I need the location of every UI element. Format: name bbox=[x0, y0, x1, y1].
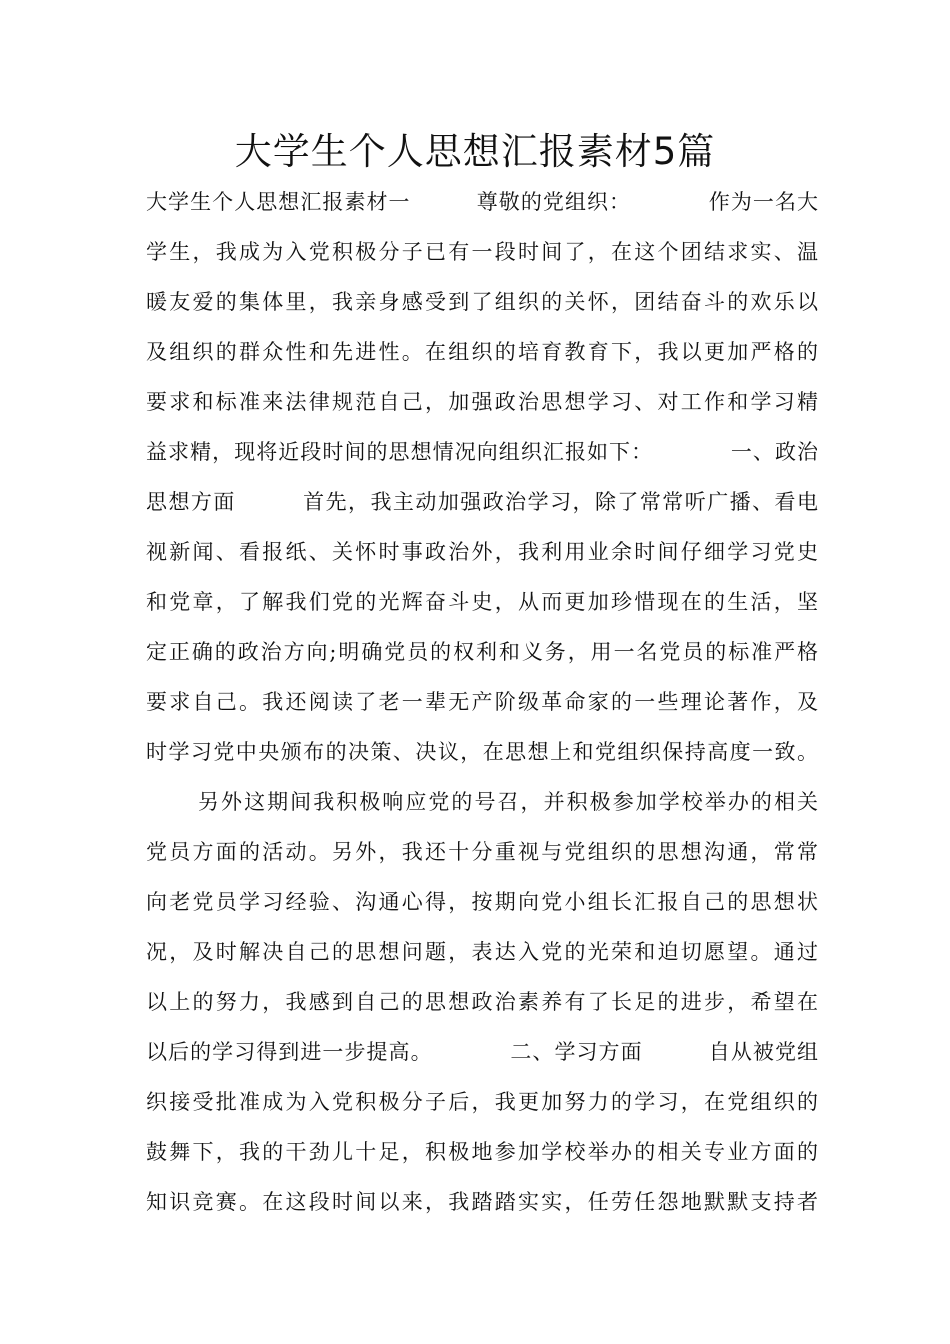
text-line: 鼓舞下，我的干劲儿十足，积极地参加学校举办的相关专业方面的 bbox=[146, 1140, 818, 1164]
document-title: 大学生个人思想汇报素材5篇 bbox=[234, 130, 716, 173]
text-line: 思想方面 首先，我主动加强政治学习，除了常常听广播、看电 bbox=[146, 490, 818, 514]
text-line: 学生，我成为入党积极分子已有一段时间了，在这个团结求实、温 bbox=[146, 240, 818, 264]
text-line: 要求自己。我还阅读了老一辈无产阶级革命家的一些理论著作，及 bbox=[146, 690, 818, 714]
text-line: 及组织的群众性和先进性。在组织的培育教育下，我以更加严格的 bbox=[146, 340, 818, 364]
text-line: 要求和标准来法律规范自己，加强政治思想学习、对工作和学习精 bbox=[146, 390, 818, 414]
text-line: 另外这期间我积极响应党的号召，并积极参加学校举办的相关 bbox=[198, 790, 818, 814]
text-line: 和党章，了解我们党的光辉奋斗史，从而更加珍惜现在的生活，坚 bbox=[146, 590, 818, 614]
text-line: 大学生个人思想汇报素材一 尊敬的党组织： 作为一名大 bbox=[146, 190, 818, 214]
text-line: 以上的努力，我感到自己的思想政治素养有了长足的进步，希望在 bbox=[146, 990, 818, 1014]
document-body bbox=[146, 177, 818, 1227]
text-line: 党员方面的活动。另外，我还十分重视与党组织的思想沟通，常常 bbox=[146, 840, 818, 864]
text-line: 况，及时解决自己的思想问题，表达入党的光荣和迫切愿望。通过 bbox=[146, 940, 818, 964]
text-line: 暖友爱的集体里，我亲身感受到了组织的关怀，团结奋斗的欢乐以 bbox=[146, 290, 818, 314]
text-line: 视新闻、看报纸、关怀时事政治外，我利用业余时间仔细学习党史 bbox=[146, 540, 818, 564]
text-line: 以后的学习得到进一步提高。 二、学习方面 自从被党组 bbox=[146, 1040, 818, 1064]
text-line: 向老党员学习经验、沟通心得，按期向党小组长汇报自己的思想状 bbox=[146, 890, 818, 914]
text-line: 定正确的政治方向;明确党员的权利和义务，用一名党员的标准严格 bbox=[146, 640, 818, 664]
text-line: 时学习党中央颁布的决策、决议，在思想上和党组织保持高度一致。 bbox=[146, 740, 818, 764]
text-line: 知识竞赛。在这段时间以来，我踏踏实实，任劳任怨地默默支持者 bbox=[146, 1190, 818, 1214]
text-line: 益求精，现将近段时间的思想情况向组织汇报如下： 一、政治 bbox=[146, 440, 818, 464]
text-line: 织接受批准成为入党积极分子后，我更加努力的学习，在党组织的 bbox=[146, 1090, 818, 1114]
